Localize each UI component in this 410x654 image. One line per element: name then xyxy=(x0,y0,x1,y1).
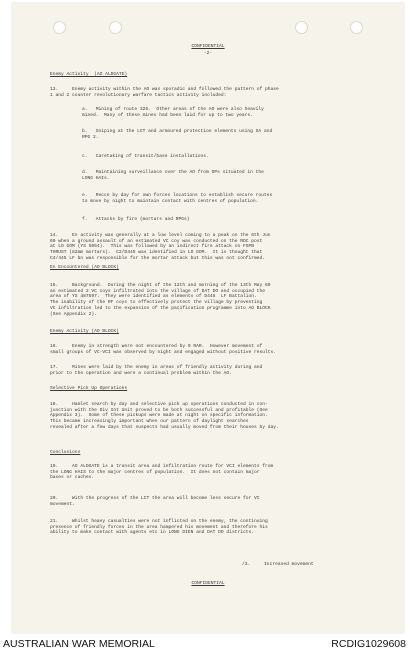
archive-reference: RCDIG1029608 xyxy=(331,638,406,650)
page-number: -2- xyxy=(203,51,213,56)
paragraph-17: 17. Mines were laid by the enemy in areas of friendly activity during and prior to the operation and were a continual problem within the AO. xyxy=(50,365,263,376)
item-f: f. Attacks by fire (mortars and RPGs) xyxy=(82,217,190,222)
item-d: d. Maintaining surveillance over the AO from OPs situated in the LONG HAIs. xyxy=(82,170,264,181)
paragraph-15: 15. Background. During the night of the 12th and morning of the 13th May 69 an estimated 2 VC coys infiltrated into the village of DAT DO and occupied the area of YS 487597. They were identified as elements of D445 LF Battalion. The inability of the RF coys to effectively protect the village by preventing VC infiltration led to the expansion of the pacification programme into AO BLOCK (See Appendix 2). xyxy=(50,283,271,317)
punch-hole xyxy=(295,21,308,34)
paragraph-16: 16. Enemy in strength were not encountered by 9 RAR. However movement of small groups of VC-VCI was observed by night and engaged without positive results. xyxy=(50,344,277,355)
item-e: e. Recce by day for own forces locations to establish secure routes to move by night to maintain contact with centres of population. xyxy=(82,193,273,204)
continuation-note: /3. Increased movement xyxy=(242,562,314,567)
paragraph-13: 13. Enemy activity within the AO was sporadic and followed the pattern of phase 1 and 2 counter revolutionary warfare tactics activity included: xyxy=(50,87,279,98)
section-heading: Enemy Activity (AO ALDGATE) xyxy=(50,72,128,77)
archive-footer xyxy=(0,634,410,654)
section-heading: Selective Pick Up Operations xyxy=(50,386,128,391)
punch-hole xyxy=(109,21,122,34)
punch-hole xyxy=(53,21,66,34)
section-heading: Enemy Activity (AO BLOCK) xyxy=(50,329,119,334)
paragraph-20: 20. With the progress of the LCT the area will become less secure for VC movement. xyxy=(50,496,260,507)
item-c: c. Caretaking of transit/base installations. xyxy=(82,154,209,159)
item-a: a. Mining of route 326. Other areas of the AO were also heavily mined. Many of these mines had been laid for up to two years. xyxy=(82,107,264,118)
section-heading: En Encountered (AO BLOCK) xyxy=(50,265,119,270)
document-page xyxy=(12,3,404,633)
paragraph-18: 18. Hamlet search by day and selective pick up operations conducted in con- junction with the Div Int Unit proved to be both successful and profitable (See Appendix 3). Some of these pickups were made at night on specific information. This became increasingly important when our pattern of daylight searches revealed after a few days that suspects had usually moved from their houses by day. xyxy=(50,402,279,430)
archive-name: AUSTRALIAN WAR MEMORIAL xyxy=(3,638,155,650)
item-b: b. Sniping at the LCT and armoured protection elements using SA and RPG 2. xyxy=(82,129,273,140)
paragraph-21: 21. Whilst heavy casualties were not inflicted on the enemy, the continuing presence of friendly forces in the area hampered his movement and therefore his ability to make contact with agents etc in LONG DIEN and DAT DO districts. xyxy=(50,519,268,536)
section-heading: Conclusions xyxy=(50,450,81,455)
classification-footer: CONFIDENTIAL xyxy=(191,581,225,586)
punch-hole xyxy=(350,21,363,34)
classification-header: CONFIDENTIAL xyxy=(191,44,225,49)
paragraph-14: 14. En activity was generally at a low level coming to a peak on the 6th Jun 69 when a ground assault of an estimated VC coy was conducted on the RDC post at LO GOM (YS 5054). This was followed by an indirect fire attack on FSPB THRUST (82mm mortars). C2/D445 was identified in LO GOM. It is thought that C4/445 LF bn was responsible for the mortar attack but this was not confirmed. xyxy=(50,233,271,261)
paragraph-19: 19. AO ALDGATE is a transit area and infiltration route for VCI elements from the LONG HAIS to the major centres of population. It does not contain major bases or caches. xyxy=(50,464,274,481)
